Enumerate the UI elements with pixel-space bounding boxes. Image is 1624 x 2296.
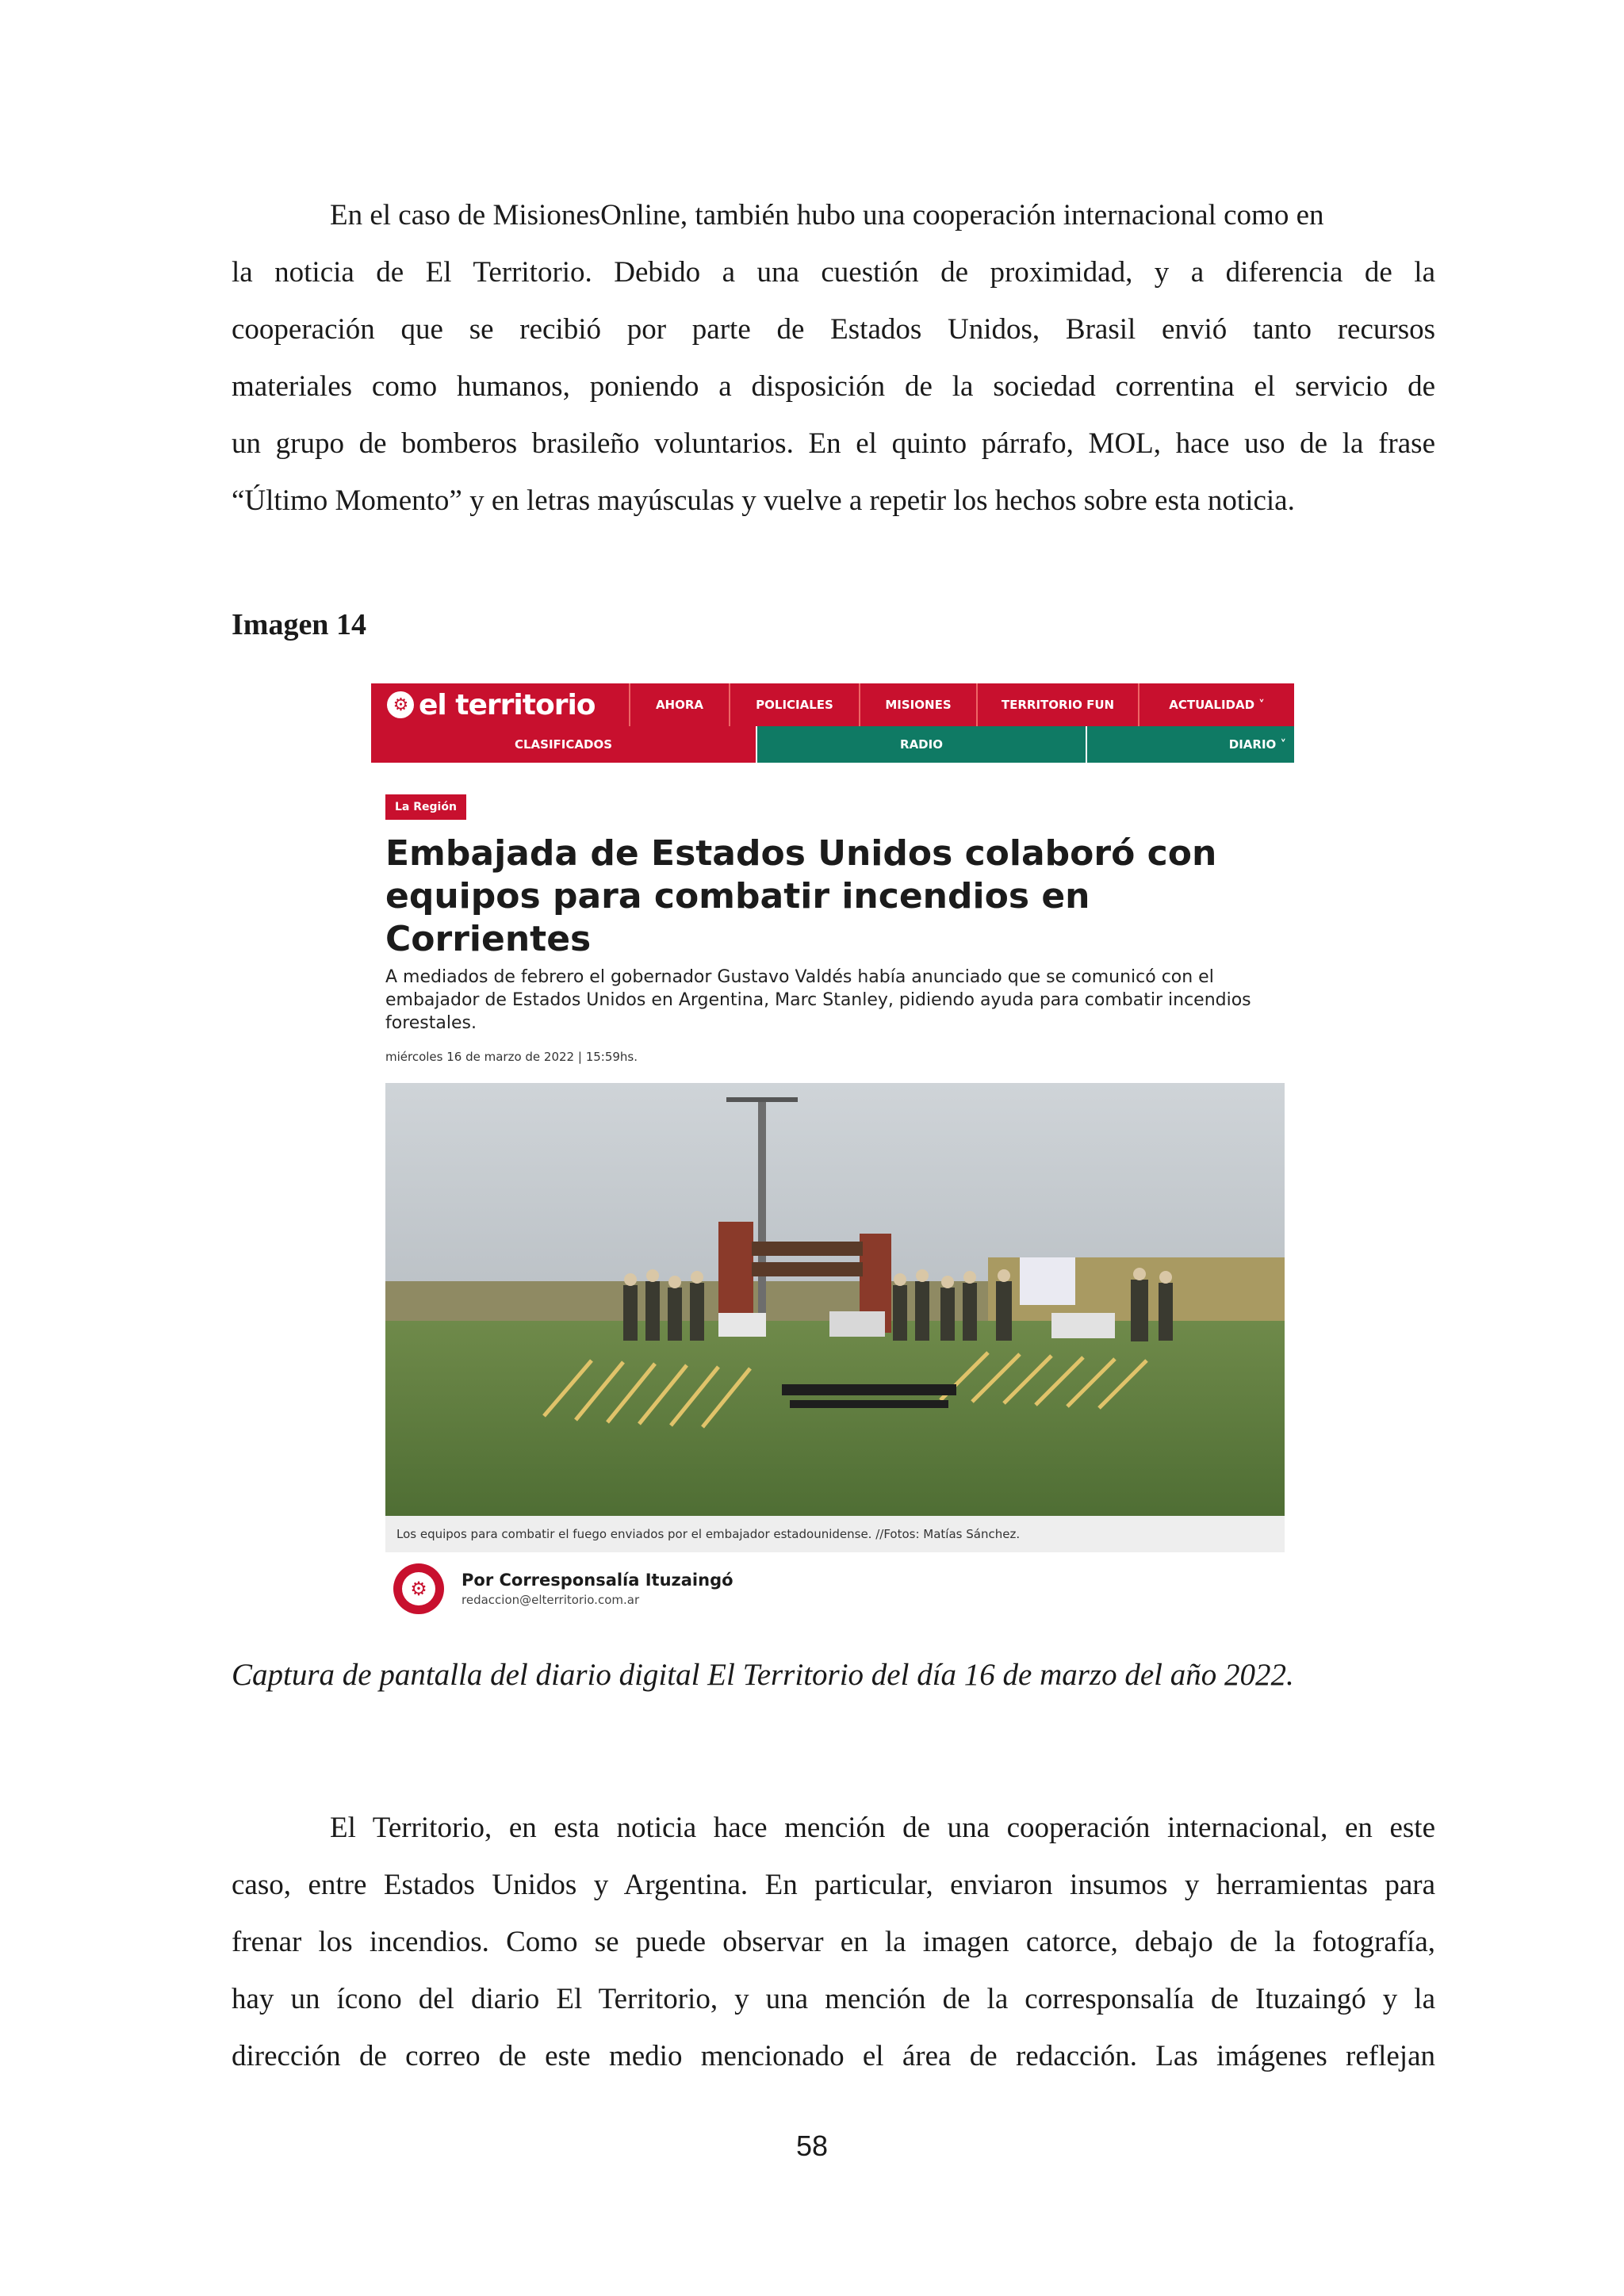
nav-item-radio[interactable]: RADIO (757, 726, 1087, 763)
author-email[interactable]: redaccion@elterritorio.com.ar (462, 1593, 640, 1607)
paragraph-line: En el caso de MisionesOnline, también hubo una cooperación internacional como en (330, 199, 1324, 232)
page-number: 58 (795, 2130, 829, 2162)
nav-item-misiones[interactable]: MISIONES (859, 683, 976, 726)
logo-icon: ⚙ (387, 691, 414, 718)
paragraph-line: caso, entre Estados Unidos y Argentina. En particular, enviaron insumos y herramientas para (232, 1869, 1435, 1901)
article-deck: A mediados de febrero el gobernador Gustavo Valdés había anunciado que se comunicó con el embajador de Estados Unidos en Argentina, Marc Stanley, pidiendo ayuda para combatir incendios forestales. (385, 967, 1251, 1033)
secondary-nav (371, 726, 1294, 763)
paragraph-line: dirección de correo de este medio mencionado el área de redacción. Las imágenes reflejan (232, 2040, 1435, 2072)
primary-nav (371, 683, 1294, 726)
nav-item-diario[interactable]: DIARIO ˅ (1087, 726, 1294, 763)
paragraph-line: El Territorio, en esta noticia hace mención de una cooperación internacional, en este (330, 1812, 1435, 1844)
article-date: miércoles 16 de marzo de 2022 | 15:59hs. (385, 1050, 638, 1064)
article-headline: Embajada de Estados Unidos colaboró con equipos para combatir incendios en Corrientes (385, 833, 1217, 959)
paragraph-line: la noticia de El Territorio. Debido a una cuestión de proximidad, y a diferencia de la (232, 256, 1435, 289)
figure-heading: Imagen 14 (232, 608, 366, 641)
photo-caption: Los equipos para combatir el fuego enviados por el embajador estadounidense. //Fotos: Matías Sánchez. (385, 1516, 1285, 1552)
author-avatar-icon: ⚙ (393, 1563, 444, 1614)
paragraph-2 (232, 1800, 1435, 2085)
logo-text: el territorio (419, 688, 596, 721)
site-logo[interactable] (371, 683, 629, 726)
paragraph-line: “Último Momento” y en letras mayúsculas y vuelve a repetir los hechos sobre esta noticia. (232, 484, 1295, 517)
author-name[interactable]: Por Corresponsalía Ituzaingó (462, 1571, 733, 1590)
newspaper-screenshot (371, 683, 1294, 1619)
nav-item-territorio-fun[interactable]: TERRITORIO FUN (976, 683, 1138, 726)
paragraph-line: materiales como humanos, poniendo a disposición de la sociedad correntina el servicio de (232, 370, 1435, 403)
author-block[interactable] (393, 1563, 733, 1614)
nav-item-clasificados[interactable]: CLASIFICADOS (371, 726, 757, 763)
nav-item-ahora[interactable]: AHORA (629, 683, 729, 726)
nav-item-actualidad[interactable]: ACTUALIDAD ˅ (1138, 683, 1294, 726)
paragraph-line: cooperación que se recibió por parte de Estados Unidos, Brasil envió tanto recursos (232, 313, 1435, 346)
section-badge[interactable]: La Región (385, 794, 466, 820)
paragraph-1 (232, 187, 1435, 530)
figure-caption: Captura de pantalla del diario digital El Territorio del día 16 de marzo del año 2022. (232, 1658, 1294, 1692)
paragraph-line: hay un ícono del diario El Territorio, y una mención de la corresponsalía de Ituzaingó y la (232, 1983, 1435, 2015)
paragraph-line: frenar los incendios. Como se puede observar en la imagen catorce, debajo de la fotografía, (232, 1926, 1435, 1958)
article-photo (385, 1083, 1285, 1516)
nav-item-policiales[interactable]: POLICIALES (729, 683, 859, 726)
paragraph-line: un grupo de bomberos brasileño voluntarios. En el quinto párrafo, MOL, hace uso de la frase (232, 427, 1435, 460)
